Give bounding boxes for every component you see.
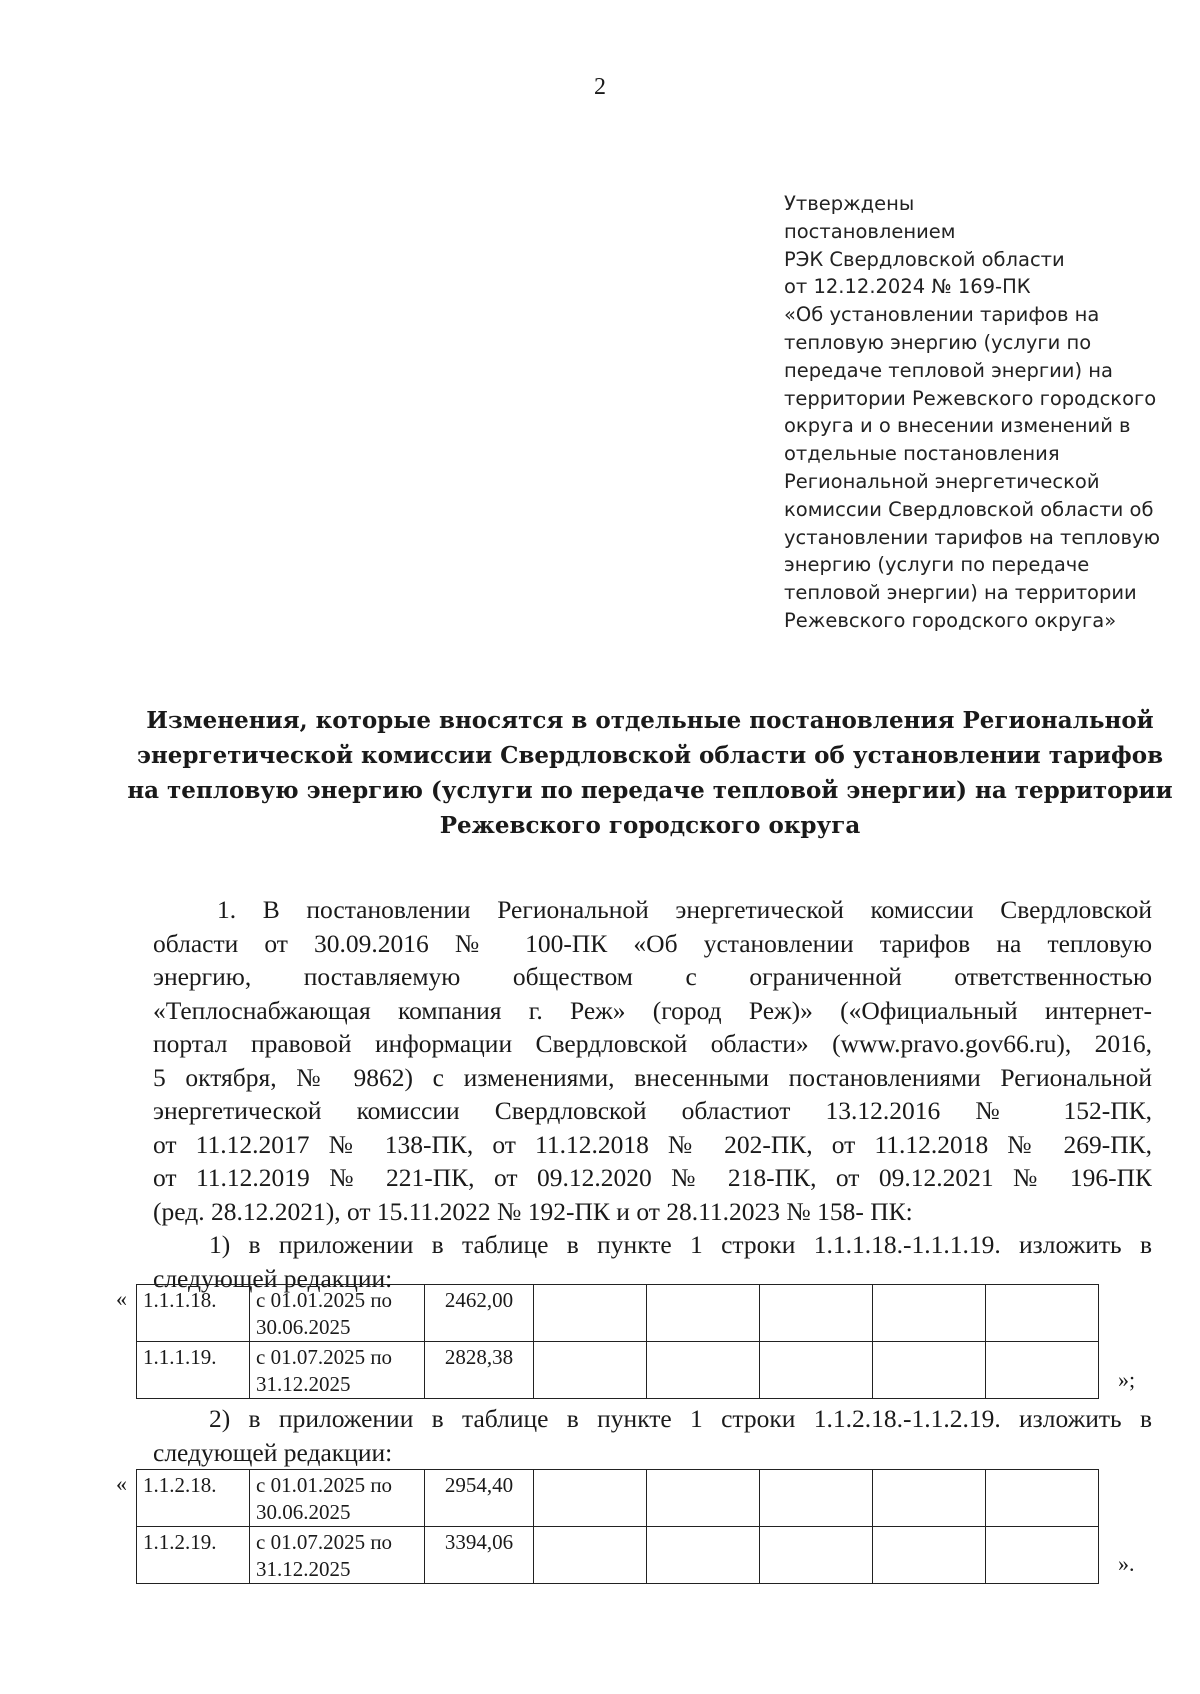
empty-cell — [534, 1342, 647, 1399]
approval-line: РЭК Свердловской области — [784, 247, 1065, 271]
approval-line: комиссии Свердловской области об — [784, 497, 1154, 521]
paragraph-1 — [153, 893, 1152, 1295]
empty-cell — [873, 1285, 986, 1342]
row-value: 2954,40 — [425, 1470, 534, 1527]
paragraph-line: (ред. 28.12.2021), от 15.11.2022 № 192-ПК и от 28.11.2023 № 158- ПК: — [153, 1196, 913, 1226]
approval-line: Утверждены — [784, 192, 915, 215]
item1-line: следующей редакции: — [153, 1263, 393, 1293]
row-number: 1.1.1.18. — [137, 1285, 250, 1342]
table2-open-quote: « — [116, 1471, 127, 1496]
item-2 — [153, 1402, 1152, 1469]
approval-line: отдельные постановления — [784, 442, 1060, 466]
table-row — [137, 1342, 1099, 1399]
empty-cell — [647, 1342, 760, 1399]
tariff-table-2 — [136, 1469, 1099, 1584]
empty-cell — [986, 1470, 1099, 1527]
approval-line: «Об установлении тарифов на — [784, 303, 1100, 327]
row-period: с 01.07.2025 по 31.12.2025 — [250, 1342, 425, 1399]
row-value: 3394,06 — [425, 1527, 534, 1584]
table-row — [137, 1527, 1099, 1584]
empty-cell — [760, 1470, 873, 1527]
item1-line: 1) в приложении в таблице в пункте 1 строки 1.1.1.18.-1.1.1.19. изложить в — [209, 1230, 1152, 1259]
approval-line: тепловую энергию (услуги по — [784, 330, 1092, 354]
approval-line: от 12.12.2024 № 169-ПК — [784, 275, 1031, 299]
tariff-table-1 — [136, 1284, 1099, 1399]
approval-line: территории Режевского городского — [784, 386, 1157, 410]
empty-cell — [647, 1285, 760, 1342]
approval-block — [784, 190, 1184, 635]
approval-line: тепловой энергии) на территории — [784, 581, 1137, 605]
paragraph-line: «Теплоснабжающая компания г. Реж» (город Реж)» («Официальный интернет- — [153, 995, 1152, 1025]
empty-cell — [647, 1527, 760, 1584]
row-number: 1.1.2.18. — [137, 1470, 250, 1527]
empty-cell — [534, 1527, 647, 1584]
empty-cell — [760, 1342, 873, 1399]
approval-line: передаче тепловой энергии) на — [784, 358, 1113, 382]
page-number: 2 — [594, 74, 606, 100]
row-number: 1.1.2.19. — [137, 1527, 250, 1584]
table1-open-quote: « — [116, 1286, 127, 1311]
row-period: с 01.07.2025 по 31.12.2025 — [250, 1527, 425, 1584]
table-row — [137, 1285, 1099, 1342]
table-row — [137, 1470, 1099, 1527]
approval-line: Режевского городского округа» — [784, 608, 1117, 632]
title-line: Режевского городского округа — [439, 812, 861, 839]
empty-cell — [760, 1527, 873, 1584]
empty-cell — [873, 1342, 986, 1399]
empty-cell — [873, 1470, 986, 1527]
approval-line: постановлением — [784, 219, 956, 243]
empty-cell — [986, 1342, 1099, 1399]
row-period: с 01.01.2025 по 30.06.2025 — [250, 1285, 425, 1342]
empty-cell — [534, 1470, 647, 1527]
paragraph-line: от 11.12.2017 № 138-ПК, от 11.12.2018 № 202-ПК, от 11.12.2018 № 269-ПК, — [153, 1129, 1152, 1159]
title-line: энергетической комиссии Свердловской области об установлении тарифов — [136, 742, 1164, 769]
empty-cell — [760, 1285, 873, 1342]
empty-cell — [986, 1527, 1099, 1584]
title-line: на тепловую энергию (услуги по передаче тепловой энергии) на территории — [127, 777, 1173, 804]
table1-close-quote: »; — [1118, 1367, 1136, 1392]
empty-cell — [873, 1527, 986, 1584]
approval-line: Региональной энергетической — [784, 469, 1100, 493]
approval-line: энергию (услуги по передаче — [784, 553, 1090, 577]
row-value: 2828,38 — [425, 1342, 534, 1399]
paragraph-line: от 11.12.2019 № 221-ПК, от 09.12.2020 № 218-ПК, от 09.12.2021 № 196-ПК — [153, 1163, 1152, 1192]
row-period: с 01.01.2025 по 30.06.2025 — [250, 1470, 425, 1527]
row-number: 1.1.1.19. — [137, 1342, 250, 1399]
paragraph-line: области от 30.09.2016 № 100-ПК «Об установлении тарифов на тепловую — [153, 928, 1152, 958]
empty-cell — [647, 1470, 760, 1527]
table2-close-quote: ». — [1118, 1551, 1135, 1576]
row-value: 2462,00 — [425, 1285, 534, 1342]
empty-cell — [986, 1285, 1099, 1342]
title-line: Изменения, которые вносятся в отдельные постановления Региональной — [146, 707, 1154, 734]
item2-line: 2) в приложении в таблице в пункте 1 строки 1.1.2.18.-1.1.2.19. изложить в — [209, 1404, 1152, 1433]
paragraph-line: 5 октября, № 9862) с изменениями, внесенными постановлениями Региональной — [153, 1062, 1152, 1092]
approval-line: округа и о внесении изменений в — [784, 414, 1131, 438]
paragraph-line: энергетической комиссии Свердловской областиот 13.12.2016 № 152-ПК, — [153, 1096, 1152, 1125]
paragraph-line: портал правовой информации Свердловской области» (www.pravo.gov66.ru), 2016, — [153, 1029, 1152, 1058]
paragraph-line: 1. В постановлении Региональной энергетической комиссии Свердловской — [217, 895, 1152, 924]
document-title — [120, 703, 1180, 843]
empty-cell — [534, 1285, 647, 1342]
item2-line: следующей редакции: — [153, 1437, 393, 1467]
paragraph-line: энергию, поставляемую обществом с ограниченной ответственностью — [153, 962, 1152, 991]
approval-line: установлении тарифов на тепловую — [784, 525, 1160, 549]
